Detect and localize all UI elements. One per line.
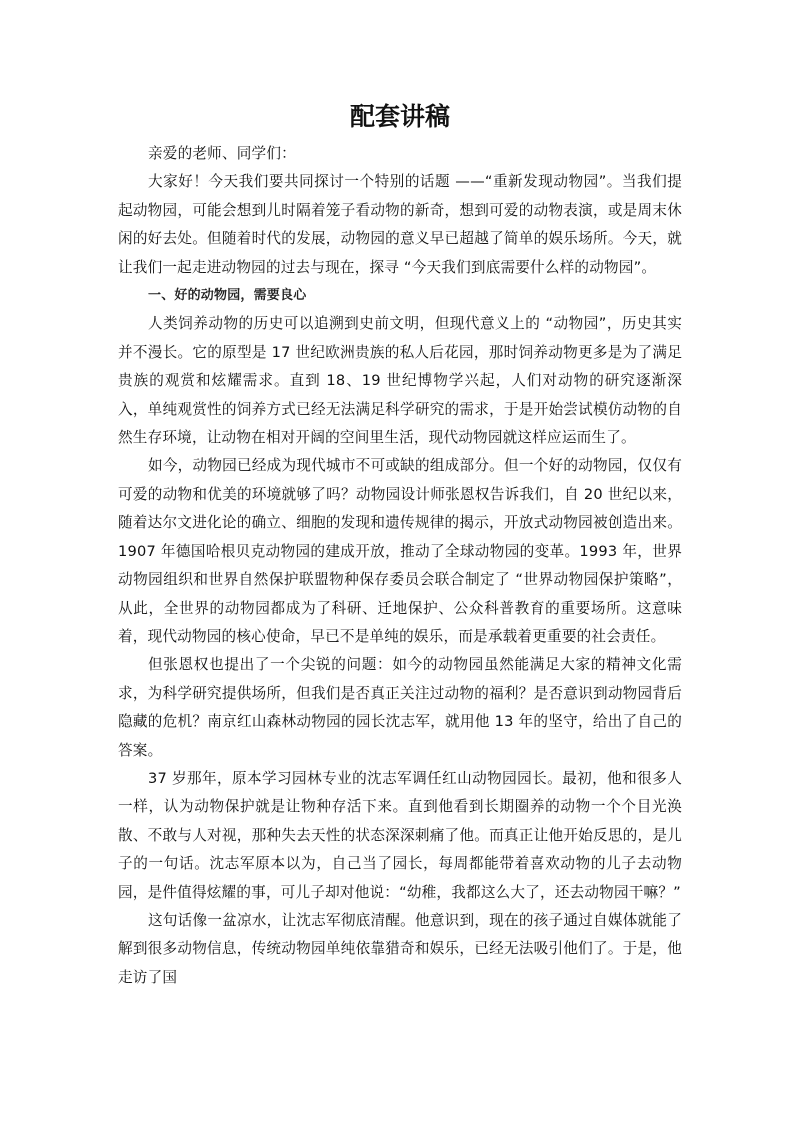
paragraph-question: 但张恩权也提出了一个尖锐的问题：如今的动物园虽然能满足大家的精神文化需求，为科学研究提供场所，但我们是否真正关注过动物的福利？是否意识到动物园背后隐藏的危机？南京红山森林动物园的园长沈志军，就用他 13 年的坚守，给出了自己的答案。 [118, 656, 682, 759]
paragraph-shen-zhijun: 37 岁那年，原本学习园林专业的沈志军调任红山动物园园长。最初，他和很多人一样，认为动物保护就是让物种存活下来。直到他看到长期圈养的动物一个个目光涣散、不敢与人对视，那种失去天性的状态深深刺痛了他。而真正让他开始反思的，是儿子的一句话。沈志军原本以为，自己当了园长，每周都能带着喜欢动物的儿子去动物园，是件值得炫耀的事，可儿子却对他说：“幼稚，我都这么大了，还去动物园干嘛？” [118, 769, 682, 901]
paragraph-intro: 大家好！今天我们要共同探讨一个特别的话题 ——“重新发现动物园”。当我们提起动物园，可能会想到儿时隔着笼子看动物的新奇，想到可爱的动物表演，或是周末休闲的好去处。但随着时代的发展，动物园的意义早已超越了简单的娱乐场所。今天，就让我们一起走进动物园的过去与现在，探寻 “今天我们到底需要什么样的动物园”。 [118, 173, 682, 276]
document-body [118, 140, 682, 992]
section-heading: 一、好的动物园，需要良心 [148, 288, 307, 304]
paragraph-modern-zoo: 如今，动物园已经成为现代城市不可或缺的组成部分。但一个好的动物园，仅仅有可爱的动物和优美的环境就够了吗？动物园设计师张恩权告诉我们，自 20 世纪以来，随着达尔文进化论的确立、细胞的发现和遗传规律的揭示，开放式动物园被创造出来。1907 年德国哈根贝克动物园的建成开放，推动了全球动物园的变革。1993 年，世界动物园组织和世界自然保护联盟物种保存委员会联合制定了 “世界动物园保护策略”，从此，全世界的动物园都成为了科研、迁地保护、公众科普教育的重要场所。这意味着，现代动物园的核心使命，早已不是单纯的娱乐，而是承载着更重要的社会责任。 [118, 457, 682, 645]
document-title: 配套讲稿 [349, 102, 450, 131]
paragraph-history: 人类饲养动物的历史可以追溯到史前文明，但现代意义上的 “动物园”，历史其实并不漫长。它的原型是 17 世纪欧洲贵族的私人后花园，那时饲养动物更多是为了满足贵族的观赏和炫耀需求。直到 18、19 世纪博物学兴起，人们对动物的研究逐渐深入，单纯观赏性的饲养方式已经无法满足科学研究的需求，于是开始尝试模仿动物的自然生存环境，让动物在相对开阔的空间里生活，现代动物园就这样应运而生了。 [118, 315, 682, 447]
paragraph-reflection: 这句话像一盆凉水，让沈志军彻底清醒。他意识到，现在的孩子通过自媒体就能了解到很多动物信息，传统动物园单纯依靠猎奇和娱乐，已经无法吸引他们了。于是，他走访了国 [118, 911, 682, 986]
greeting: 亲爱的老师、同学们： [148, 145, 296, 162]
